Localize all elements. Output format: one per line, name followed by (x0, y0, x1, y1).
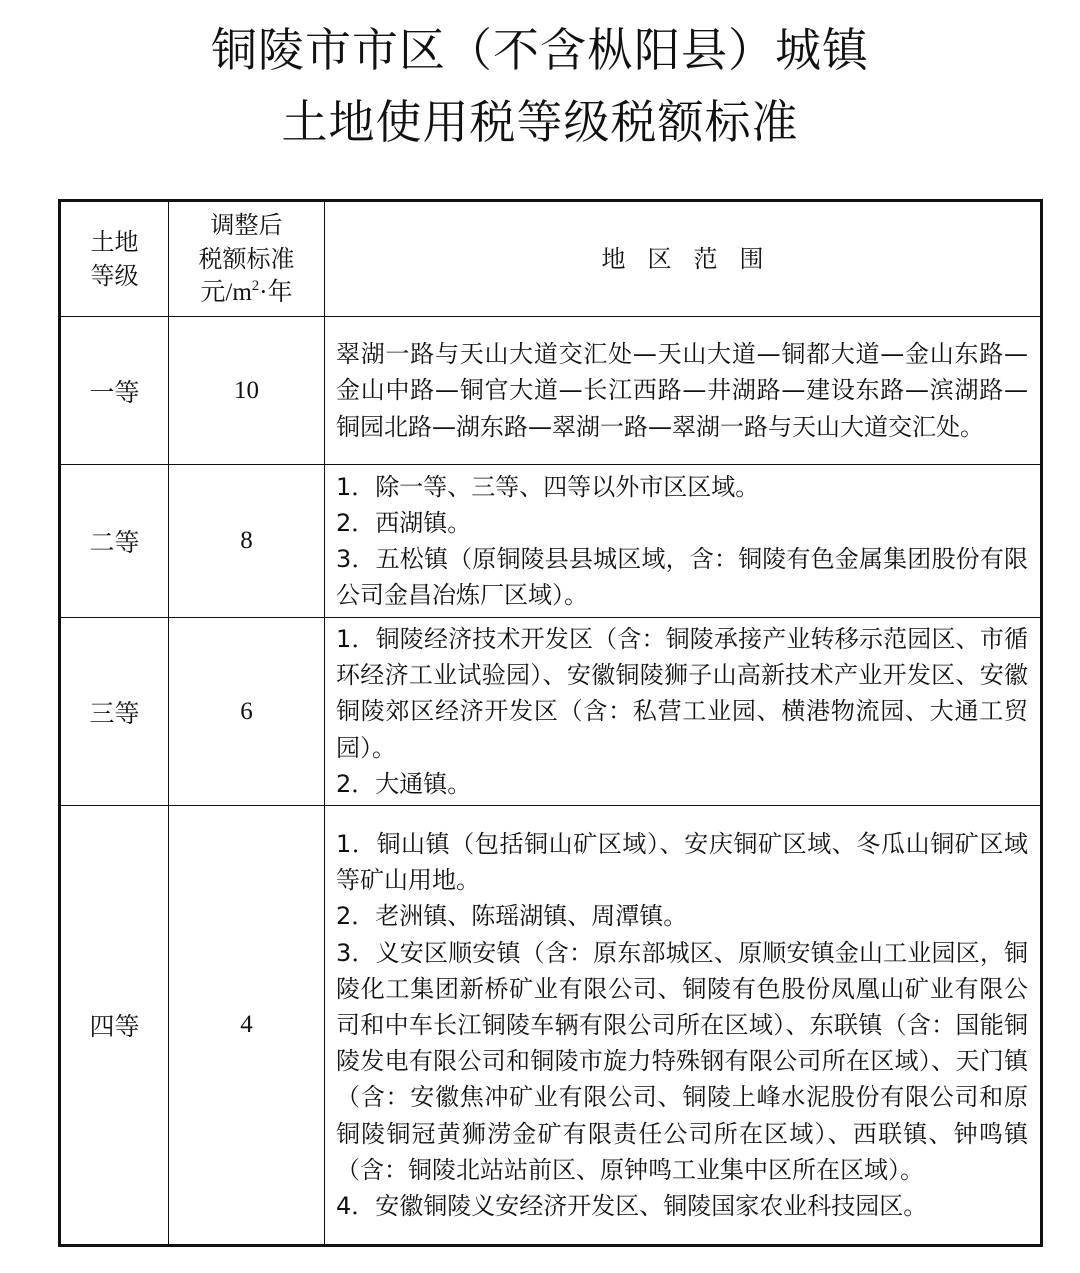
area-line: 4．安徽铜陵义安经济开发区、铜陵国家农业科技园区。 (336, 1191, 928, 1220)
grade-cell: 四等 (60, 806, 169, 1246)
table-row (60, 317, 1042, 465)
area-line: 2．西湖镇。 (336, 508, 472, 537)
table-row (60, 465, 1042, 618)
area-cell (325, 618, 1042, 806)
area-line: 2．大通镇。 (336, 769, 472, 798)
area-line: 3．义安区顺安镇（含：原东部城区、原顺安镇金山工业园区，铜陵化工集团新桥矿业有限公司、铜陵有色股份凤凰山矿业有限公司和中车长江铜陵车辆有限公司所在区域）、东联镇（含：国能铜陵发电有限公司和铜陵市旋力特殊钢有限公司所在区域）、天门镇（含：安徽焦冲矿业有限公司、铜陵上峰水泥股份有限公司和原铜陵铜冠黄狮涝金矿有限责任公司所在区域）、西联镇、钟鸣镇（含：铜陵北站站前区、原钟鸣工业集中区所在区域）。 (336, 938, 1028, 1184)
area-line: 1．铜山镇（包括铜山矿区域）、安庆铜矿区域、冬瓜山铜矿区域等矿山用地。 (336, 829, 1028, 895)
document-title-line1: 铜陵市市区（不含枞阳县）城镇 (211, 23, 869, 77)
area-line: 1．除一等、三等、四等以外市区区域。 (336, 472, 760, 501)
unit-prefix: 元/m (200, 279, 252, 306)
rate-cell: 4 (169, 806, 325, 1246)
rate-cell: 8 (169, 465, 325, 618)
header-tax-rate-line1: 调整后 (210, 211, 283, 239)
grade-cell: 二等 (60, 465, 169, 618)
header-area-range: 地区范围 (325, 201, 1042, 317)
rate-cell: 10 (169, 317, 325, 465)
document-title-line2: 土地使用税等级税额标准 (281, 95, 799, 149)
grade-cell: 三等 (60, 618, 169, 806)
table-row (60, 618, 1042, 806)
unit-suffix: ·年 (259, 279, 293, 306)
area-line: 2．老洲镇、陈瑶湖镇、周潭镇。 (336, 902, 688, 931)
area-cell (325, 806, 1042, 1246)
header-tax-rate-unit (169, 276, 324, 310)
tax-rate-table (58, 199, 1043, 1247)
area-cell (325, 317, 1042, 465)
area-cell (325, 465, 1042, 618)
grade-cell: 一等 (60, 317, 169, 465)
rate-cell: 6 (169, 618, 325, 806)
area-line: 翠湖一路与天山大道交汇处—天山大道—铜都大道—金山东路—金山中路—铜官大道—长江西路—井湖路—建设东路—滨湖路—铜园北路—湖东路—翠湖一路—翠湖一路与天山大道交汇处。 (336, 340, 1028, 441)
header-land-grade-line1: 土地 (90, 228, 139, 256)
table-row (60, 806, 1042, 1246)
header-land-grade (60, 201, 169, 317)
header-tax-rate-line2: 税额标准 (198, 245, 295, 273)
header-tax-rate (169, 201, 325, 317)
table-header-row (60, 201, 1042, 317)
area-line: 1．铜陵经济技术开发区（含：铜陵承接产业转移示范园区、市循环经济工业试验园）、安徽铜陵狮子山高新技术产业开发区、安徽铜陵郊区经济开发区（含：私营工业园、横港物流园、大通工贸园）。 (336, 625, 1028, 762)
header-land-grade-line2: 等级 (90, 262, 139, 290)
area-line: 3．五松镇（原铜陵县县城区域，含：铜陵有色金属集团股份有限公司金昌冶炼厂区域）。 (336, 545, 1028, 610)
unit-superscript: 2 (251, 278, 260, 294)
